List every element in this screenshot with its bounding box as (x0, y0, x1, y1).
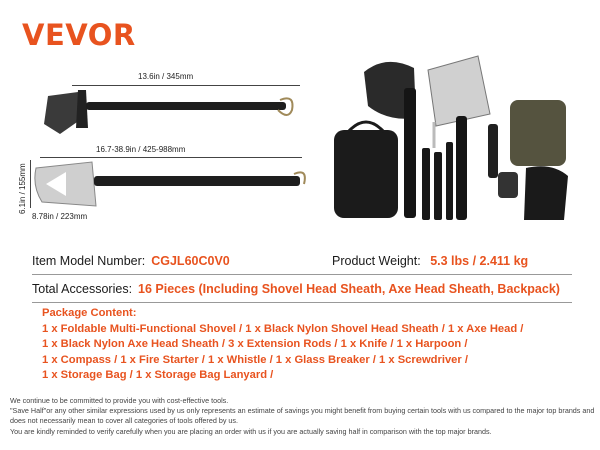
package-line: 1 x Foldable Multi-Functional Shovel / 1 x Black Nylon Shovel Head Sheath / 1 x Axe Head / (42, 322, 524, 335)
brand-logo: VEVOR (22, 18, 136, 52)
disclaimer-line: "Save Half"or any other similar expressions used by us only represents an estimate of savings you might benefit from buying certain tools with us compared to the major top brands and does not necessarily mean to cover all categories of tools offered by us. (10, 406, 595, 426)
accessories-value: 16 Pieces (Including Shovel Head Sheath, Axe Head Sheath, Backpack) (138, 281, 560, 296)
shovel-illustration (32, 158, 312, 213)
disclaimer-line: We continue to be committed to provide you with cost-effective tools. (10, 396, 229, 405)
package-line: 1 x Storage Bag / 1 x Storage Bag Lanyard / (42, 369, 274, 382)
storage-bag (334, 130, 398, 218)
package-title: Package Content: (42, 307, 137, 319)
shovel-height-label: 6.1in / 155mm (18, 163, 27, 214)
axe-length-label: 13.6in / 345mm (138, 72, 194, 81)
disclaimer (10, 396, 595, 437)
shovel-sheath (510, 100, 566, 166)
axe-handle (404, 88, 416, 218)
model-label: Item Model Number: (32, 253, 146, 268)
axe-sheath (524, 166, 568, 220)
compass (488, 124, 498, 178)
shovel-length-label: 16.7-38.9in / 425-988mm (96, 145, 186, 154)
model-value: CGJL60C0V0 (151, 253, 230, 268)
shovel-handle (456, 116, 467, 220)
axe-dimension-line (72, 85, 300, 86)
spec-row-accessories (32, 275, 572, 303)
weight-value: 5.3 lbs / 2.411 kg (430, 253, 529, 268)
package-line: 1 x Compass / 1 x Fire Starter / 1 x Whistle / 1 x Glass Breaker / 1 x Screwdriver / (42, 353, 468, 366)
kit-illustration (322, 52, 592, 222)
disclaimer-line: You are kindly reminded to verify carefully when you are placing an order with us if you are actually saving half in comparison with the top major brands. (10, 426, 492, 436)
package-line: 1 x Black Nylon Axe Head Sheath / 3 x Extension Rods / 1 x Knife / 1 x Harpoon / (42, 338, 468, 351)
shovel-height-line (30, 160, 31, 208)
weight-label: Product Weight: (332, 253, 421, 268)
spec-row-model-weight (32, 247, 572, 275)
shovel-width-label: 8.78in / 223mm (32, 212, 88, 221)
fire-starter (498, 172, 518, 198)
spec-table (32, 247, 572, 303)
package-content (42, 306, 582, 384)
shovel-head (428, 56, 490, 126)
extension-rods (422, 148, 430, 220)
accessories-label: Total Accessories: (32, 281, 133, 296)
